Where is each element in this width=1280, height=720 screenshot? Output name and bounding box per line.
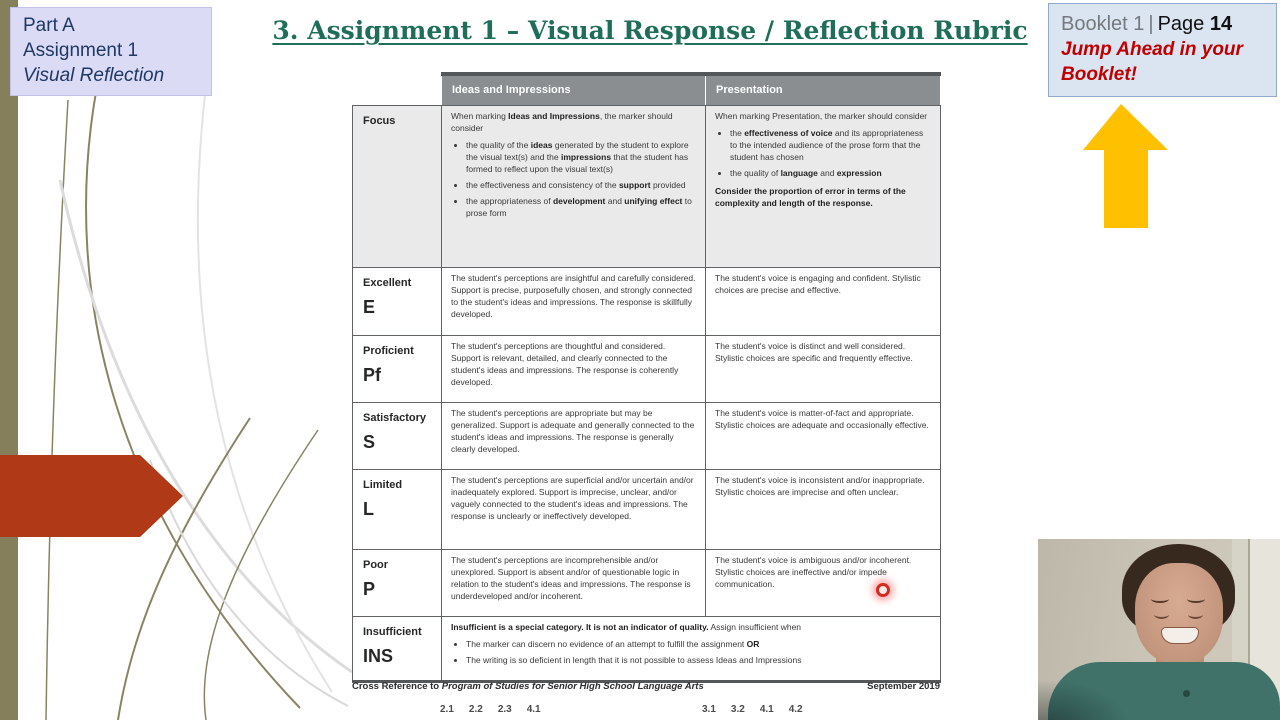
- column-header-ideas: Ideas and Impressions: [442, 74, 706, 106]
- level-code: S: [363, 431, 376, 452]
- focus-presentation-intro: When marking Presentation, the marker should consider: [715, 111, 928, 122]
- slide-title: 3. Assignment 1 – Visual Response / Reflection Rubric: [272, 16, 1028, 45]
- limited-ideas-cell: The student's perceptions are superficial and/or uncertain and/or inadequately explored. Support is imprecise, unclear, and/or vaguely connected to the student's ideas and impressions. The response is unclearly or ineffectively developed.: [442, 470, 706, 550]
- level-name: Poor: [363, 559, 389, 572]
- focus-presentation-note: Consider the proportion of error in terms of the complexity and length of the response.: [715, 185, 906, 208]
- page-number: 14: [1209, 13, 1233, 35]
- row-label-focus: [353, 106, 442, 268]
- part-label: Part A: [23, 15, 75, 36]
- level-code: L: [363, 498, 374, 519]
- column-header-presentation: Presentation: [706, 74, 941, 106]
- level-name: Limited: [363, 479, 403, 492]
- level-name: Excellent: [363, 277, 412, 290]
- jump-ahead-note: Jump Ahead in your Booklet!: [1061, 39, 1243, 86]
- bullet-item: • The marker can discern no evidence of an attempt to fulfill the assignment OR: [466, 639, 931, 651]
- footer-date: September 2019: [867, 681, 940, 692]
- row-label-proficient: [353, 336, 442, 403]
- focus-label: Focus: [363, 115, 396, 128]
- ideas-outcome-codes: [440, 704, 556, 715]
- sweater-button: [1183, 690, 1190, 697]
- satisfactory-ideas-cell: The student's perceptions are appropriate but may be generalized. Support is adequate and generally connected to the student's ideas and impressions. The response is generally clearly developed.: [442, 403, 706, 470]
- focus-ideas-intro: When marking Ideas and Impressions, the marker should consider: [451, 111, 673, 134]
- level-code: Pf: [363, 364, 381, 385]
- outcome-code: 4.1: [526, 704, 541, 715]
- proficient-presentation-cell: The student's voice is distinct and well considered. Stylistic choices are specific and frequently effective.: [706, 336, 941, 403]
- bullet-item: • the appropriateness of development and unifying effect to prose form: [466, 196, 696, 220]
- program-of-studies-title: Program of Studies for Senior High School Language Arts: [441, 681, 704, 692]
- cross-ref-prefix: Cross Reference to: [352, 681, 442, 692]
- outcome-code: 2.1: [440, 704, 454, 715]
- level-name: Satisfactory: [363, 412, 426, 425]
- closed-eye: [1154, 610, 1169, 619]
- rubric-header-row: [353, 74, 941, 106]
- row-label-insufficient: [353, 617, 442, 682]
- bullet-item: • The writing is so deficient in length that it is not possible to assess Ideas and Impressions: [466, 655, 931, 667]
- rubric-row-proficient: [353, 336, 941, 403]
- outcome-code: 4.1: [759, 704, 774, 715]
- page-label: Page: [1157, 13, 1205, 35]
- excellent-presentation-cell: The student's voice is engaging and confident. Stylistic choices are precise and effective.: [706, 268, 941, 336]
- eyebrow: [1151, 595, 1169, 603]
- focus-presentation-cell: [706, 106, 941, 268]
- row-label-satisfactory: [353, 403, 442, 470]
- presentation-outcome-codes: [702, 704, 818, 715]
- focus-ideas-bullets: [451, 140, 696, 219]
- presenter-face: [1135, 563, 1223, 664]
- rubric-row-excellent: [353, 268, 941, 336]
- left-accent-bar: [0, 0, 18, 720]
- row-label-poor: [353, 550, 442, 617]
- insufficient-intro: Insufficient is a special category. It is not an indicator of quality. Assign insufficient when: [451, 622, 802, 633]
- assignment-label: Assignment 1: [23, 40, 139, 62]
- booklet-page-line: [1061, 11, 1268, 37]
- row-label-limited: [353, 470, 442, 550]
- cross-reference-footer: [352, 681, 940, 692]
- rubric-row-limited: [353, 470, 941, 550]
- level-code: INS: [363, 645, 394, 666]
- level-name: Insufficient: [363, 626, 422, 639]
- insufficient-bullets: [451, 639, 931, 667]
- bullet-item: • the quality of language and expression: [730, 168, 931, 180]
- bullet-item: • the effectiveness of voice and its appropriateness to the intended audience of the prose form that the student has chosen: [730, 128, 931, 164]
- rubric-table: [352, 72, 941, 683]
- rust-right-arrow: [0, 0, 200, 720]
- insufficient-description-cell: [442, 617, 941, 682]
- poor-presentation-cell: The student's voice is ambiguous and/or incoherent. Stylistic choices are ineffective and/or impede communication.: [706, 550, 941, 617]
- rubric-row-insufficient: [353, 617, 941, 682]
- booklet-name: Booklet 1: [1061, 13, 1145, 35]
- rubric-row-satisfactory: [353, 403, 941, 470]
- separator: |: [1148, 13, 1154, 35]
- eyebrow: [1187, 595, 1205, 603]
- booklet-page-box: [1048, 3, 1277, 97]
- assignment-type-label: Visual Reflection: [23, 65, 165, 87]
- webcam-overlay: [1038, 539, 1280, 720]
- closed-eye: [1188, 610, 1203, 619]
- outcome-code: 3.1: [702, 704, 716, 715]
- smile: [1161, 627, 1199, 644]
- header-spacer-cell: [353, 74, 442, 106]
- laser-pointer-dot: [876, 583, 890, 597]
- focus-presentation-bullets: [715, 128, 931, 180]
- outcome-code: 4.2: [788, 704, 803, 715]
- bullet-item: • the effectiveness and consistency of the support provided: [466, 180, 696, 192]
- focus-ideas-cell: [442, 106, 706, 268]
- rubric-row-poor: [353, 550, 941, 617]
- excellent-ideas-cell: The student's perceptions are insightful and carefully considered. Support is precise, purposefully chosen, and strongly connected to the student's ideas and impressions. The response is skillfully developed.: [442, 268, 706, 336]
- corner-shadow: [1038, 679, 1130, 720]
- limited-presentation-cell: The student's voice is inconsistent and/or inappropriate. Stylistic choices are imprecise and often unclear.: [706, 470, 941, 550]
- outcome-code: 2.2: [468, 704, 483, 715]
- level-code: E: [363, 296, 376, 317]
- rubric-row-focus: [353, 106, 941, 268]
- cross-reference-text: [352, 681, 704, 692]
- poor-ideas-cell: The student's perceptions are incomprehensible and/or unexplored. Support is absent and/or of questionable logic in relation to the student's ideas and impressions. The response is underdeveloped and/or incoherent.: [442, 550, 706, 617]
- proficient-ideas-cell: The student's perceptions are thoughtful and considered. Support is relevant, detailed, and clearly connected to the student's ideas and impressions. The response is coherently developed.: [442, 336, 706, 403]
- satisfactory-presentation-cell: The student's voice is matter-of-fact and appropriate. Stylistic choices are adequate and occasionally effective.: [706, 403, 941, 470]
- outcome-code: 3.2: [730, 704, 745, 715]
- lesson-info-box: [10, 7, 212, 96]
- level-code: P: [363, 578, 376, 599]
- bullet-item: • the quality of the ideas generated by the student to explore the visual text(s) and the impressions that the student has formed to reflect upon the visual text(s): [466, 140, 696, 176]
- level-name: Proficient: [363, 345, 414, 358]
- outcome-code: 2.3: [497, 704, 512, 715]
- row-label-excellent: [353, 268, 442, 336]
